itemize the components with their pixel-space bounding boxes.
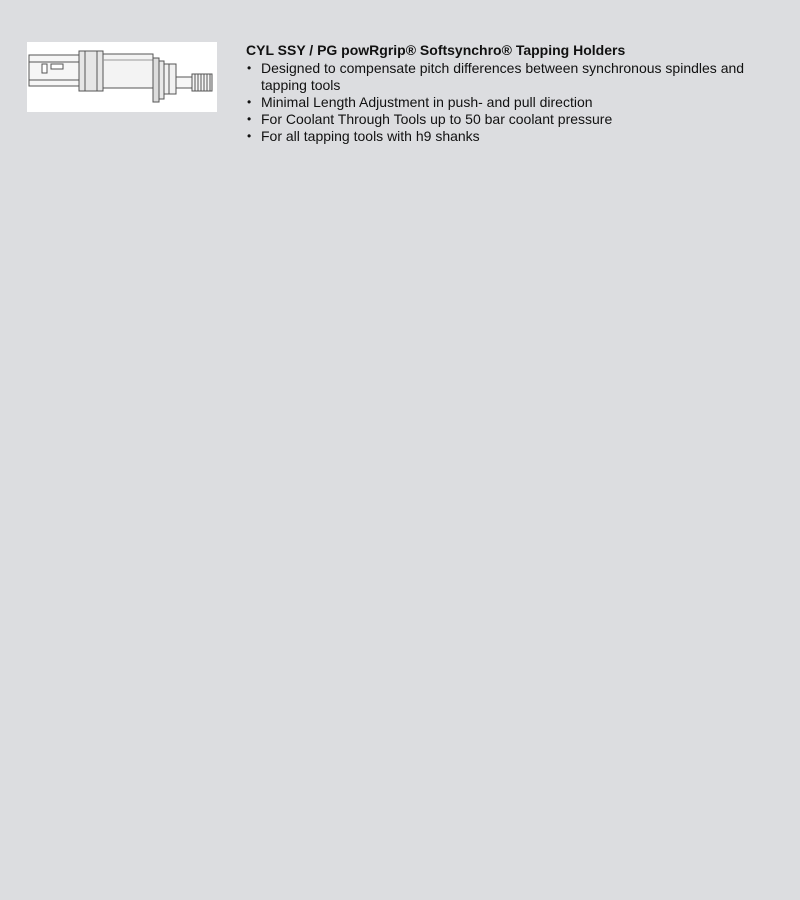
product-title: CYL SSY / PG powRgrip® Softsynchro® Tapping Holders <box>246 42 626 58</box>
feature-text: For Coolant Through Tools up to 50 bar coolant pressure <box>261 111 613 127</box>
bullet-icon: • <box>247 129 252 143</box>
feature-text: For all tapping tools with h9 shanks <box>261 128 480 144</box>
product-image <box>27 42 217 112</box>
feature-item <box>246 111 746 128</box>
tapping-holder-drawing-icon <box>27 42 217 112</box>
feature-item <box>246 128 746 145</box>
feature-text: Minimal Length Adjustment in push- and pull direction <box>261 94 593 110</box>
feature-text: Designed to compensate pitch differences between synchronous spindles and tapping tools <box>261 60 745 93</box>
bullet-icon: • <box>247 112 252 126</box>
feature-item <box>246 60 746 94</box>
bullet-icon: • <box>247 95 252 109</box>
bullet-icon: • <box>247 61 252 75</box>
product-info <box>246 41 746 145</box>
feature-item <box>246 94 746 111</box>
feature-list <box>246 60 746 145</box>
